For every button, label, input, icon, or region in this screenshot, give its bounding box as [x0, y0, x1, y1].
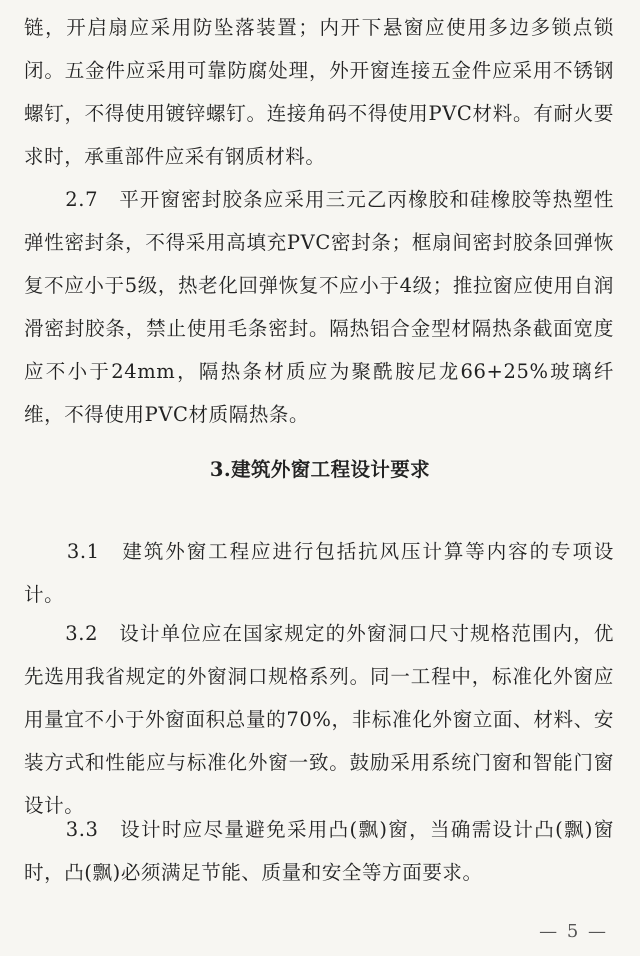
paragraph-2-7: 2.7 平开窗密封胶条应采用三元乙丙橡胶和硅橡胶等热塑性弹性密封条，不得采用高填充PVC密封条；框扇间密封胶条回弹恢复不应小于5级，热老化回弹恢复不应小于4级；推拉窗应使用自润滑密封胶条，禁止使用毛条密封。隔热铝合金型材隔热条截面宽度应不小于24mm，隔热条材质应为聚酰胺尼龙66+25%玻璃纤维，不得使用PVC材质隔热条。	[24, 188, 614, 426]
paragraph-3-1: 3.1 建筑外窗工程应进行包括抗风压计算等内容的专项设计。	[24, 540, 614, 606]
paragraph-3-3: 3.3 设计时应尽量避免采用凸(飘)窗，当确需设计凸(飘)窗时，凸(飘)必须满足节能、质量和安全等方面要求。	[24, 818, 614, 884]
section-heading: 3.建筑外窗工程设计要求	[209, 458, 431, 481]
page-number: — 5 —	[539, 921, 608, 942]
paragraph-3-2: 3.2 设计单位应在国家规定的外窗洞口尺寸规格范围内，优先选用我省规定的外窗洞口规格系列。同一工程中，标准化外窗应用量宜不小于外窗面积总量的70%，非标准化外窗立面、材料、安装方式和性能应与标准化外窗一致。鼓励采用系统门窗和智能门窗设计。	[24, 622, 614, 817]
paragraph-intro-continuation: 链，开启扇应采用防坠落装置；内开下悬窗应使用多边多锁点锁闭。五金件应采用可靠防腐处理，外开窗连接五金件应采用不锈钢螺钉，不得使用镀锌螺钉。连接角码不得使用PVC材料。有耐火要求时，承重部件应采有钢质材料。	[24, 16, 614, 168]
